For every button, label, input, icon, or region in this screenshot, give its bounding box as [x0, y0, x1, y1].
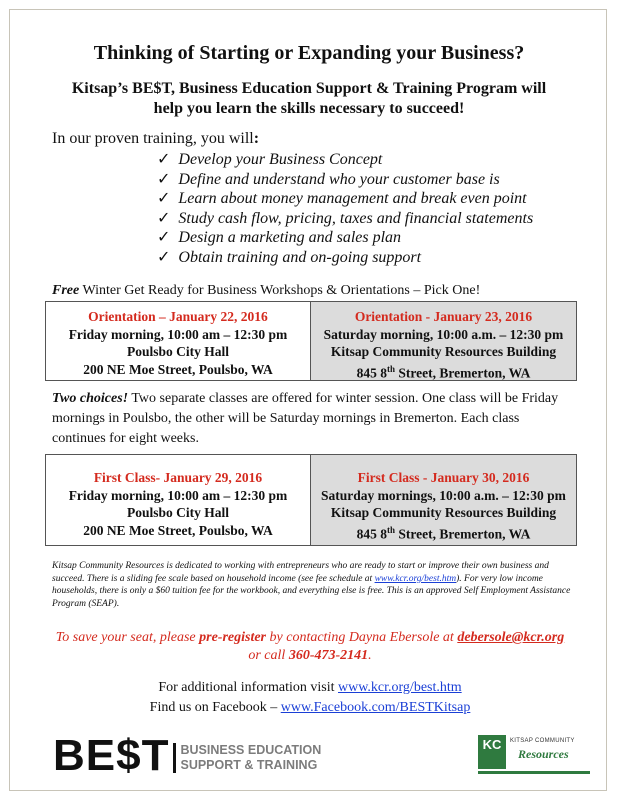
class-address: 200 NE Moe Street, Poulsbo, WA [83, 522, 273, 538]
fee-schedule-link[interactable]: www.kcr.org/best.htm [374, 573, 457, 584]
class-bremerton [311, 455, 576, 545]
two-choices-paragraph [52, 389, 572, 449]
page-title: Thinking of Starting or Expanding your Business? [93, 42, 525, 64]
checkmark-icon: ✓ [157, 170, 171, 188]
fine-print: Kitsap Community Resources is dedicated to working with entrepreneurs who are ready to start or improve their own business and succeed. There is a sliding fee scale based on household income (see fee schedule at www.kcr.org/best.htm). For very low income households, there is only a $60 tuition fee for the workbook, and everything else is free. This is an approved Self Employment Assistance Program (SEAP). [52, 561, 571, 609]
orientation-heading: Orientation – January 22, 2016 [88, 309, 268, 324]
kcr-resources-word: Resources [518, 747, 569, 761]
list-item [157, 170, 533, 190]
info-link[interactable]: www.kcr.org/best.htm [338, 680, 462, 695]
email-link[interactable]: debersole@kcr.org [457, 630, 565, 645]
checkmark-icon: ✓ [157, 209, 171, 227]
kcr-badge-icon: KC [478, 735, 506, 769]
checkmark-icon: ✓ [157, 248, 171, 266]
list-item-text: Develop your Business Concept [178, 151, 383, 168]
kcr-logo [478, 735, 590, 775]
list-item-text: Define and understand who your customer base is [178, 170, 500, 188]
list-item-text: Obtain training and on-going support [178, 248, 422, 266]
contact-links [40, 678, 580, 718]
class-heading: First Class- January 29, 2016 [93, 470, 263, 485]
orientation-bremerton [311, 302, 576, 380]
choices-text: Two separate classes are offered for winter session. One class will be Friday mornings in Poulsbo, the other will be Saturday mornings in Bremerton. Each class continues for eight weeks. [52, 391, 559, 446]
kcr-logo-rule [478, 771, 590, 774]
class-venue: Kitsap Community Resources Building [330, 505, 557, 520]
checkmark-icon: ✓ [157, 229, 171, 247]
checkmark-icon: ✓ [157, 151, 171, 168]
list-item [157, 209, 533, 229]
free-line-text: Winter Get Ready for Business Workshops & Orientations – Pick One! [79, 283, 481, 298]
phone-number: 360-473-2141 [288, 648, 369, 663]
class-time: Saturday mornings, 10:00 a.m. – 12:30 pm [321, 487, 566, 503]
list-item [157, 228, 533, 248]
orientation-table [45, 301, 577, 381]
list-item [157, 189, 533, 209]
choices-emphasis: Two choices! [52, 391, 129, 406]
list-item [157, 248, 533, 268]
info-line: For additional information visit www.kcr.org/best.htm [158, 680, 462, 695]
class-address: 845 8th Street, Bremerton, WA [356, 524, 531, 541]
best-logo [53, 731, 322, 780]
intro-label: In our proven training, you will [52, 130, 254, 147]
best-logo-wordmark: BE$T [53, 731, 170, 780]
orientation-heading: Orientation - January 23, 2016 [354, 309, 533, 324]
best-logo-tagline: BUSINESS EDUCATION SUPPORT & TRAINING [173, 743, 321, 773]
orientation-venue: Poulsbo City Hall [126, 344, 229, 359]
list-item-text: Learn about money management and break even point [178, 190, 527, 208]
list-item [157, 150, 533, 170]
class-heading: First Class - January 30, 2016 [357, 470, 530, 485]
orientation-address: 200 NE Moe Street, Poulsbo, WA [83, 361, 273, 377]
free-emphasis: Free [52, 283, 80, 298]
save-seat-line-1: To save your seat, please pre-register by contacting Dayna Ebersole at debersole@kcr.org [55, 630, 565, 645]
subtitle-line-2: help you learn the skills necessary to succeed! [153, 100, 465, 117]
checkmark-icon: ✓ [157, 190, 171, 208]
orientation-address: 845 8th Street, Bremerton, WA [356, 363, 531, 380]
orientation-time: Saturday morning, 10:00 a.m. – 12:30 pm [323, 326, 564, 342]
list-item-text: Design a marketing and sales plan [178, 229, 402, 247]
intro-colon: : [253, 130, 260, 147]
list-item-text: Study cash flow, pricing, taxes and financial statements [178, 209, 534, 227]
subtitle [60, 79, 558, 119]
first-class-table [45, 454, 577, 546]
class-time: Friday morning, 10:00 am – 12:30 pm [68, 487, 288, 503]
save-seat-notice [40, 629, 580, 665]
free-workshops-line [52, 283, 480, 299]
orientation-poulsbo [46, 302, 311, 380]
class-venue: Poulsbo City Hall [126, 505, 229, 520]
orientation-time: Friday morning, 10:00 am – 12:30 pm [68, 326, 288, 342]
benefits-list [157, 150, 533, 268]
save-seat-line-2: or call 360-473-2141. [248, 648, 372, 663]
subtitle-line-1: Kitsap’s BE$T, Business Education Support & Training Program will [71, 80, 547, 97]
facebook-link[interactable]: www.Facebook.com/BESTKitsap [280, 700, 471, 715]
kcr-org-name: KITSAP COMMUNITY [510, 738, 575, 744]
class-poulsbo [46, 455, 311, 545]
intro-text [52, 130, 259, 148]
orientation-venue: Kitsap Community Resources Building [330, 344, 557, 359]
facebook-line: Find us on Facebook – www.Facebook.com/BESTKitsap [149, 700, 471, 715]
